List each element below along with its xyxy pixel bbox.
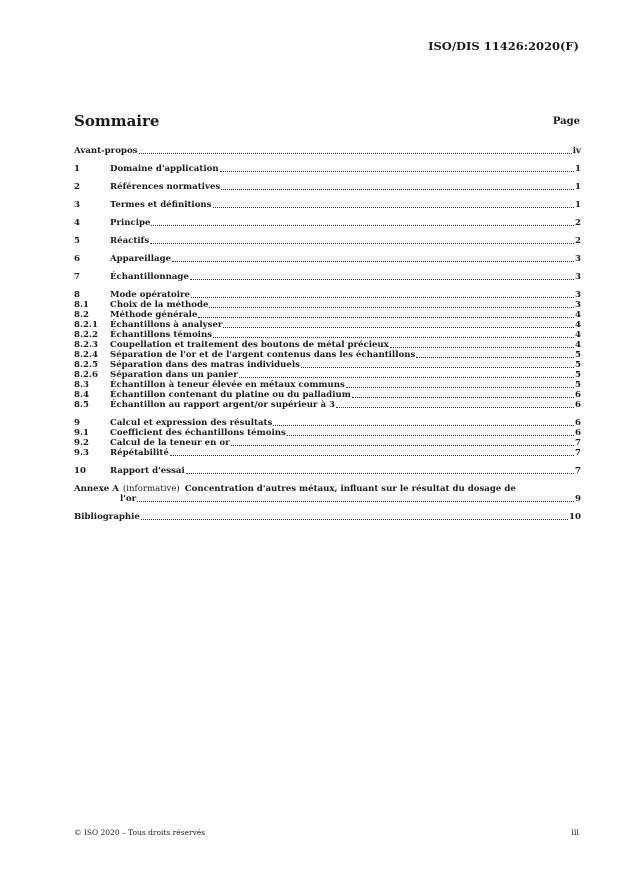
toc-entry-page: 7 — [575, 466, 581, 476]
toc-entry-4[interactable] — [74, 218, 581, 228]
leader-dots — [139, 152, 572, 154]
toc-entry-8-2-3[interactable] — [74, 340, 581, 350]
toc-entry-9-3[interactable] — [74, 448, 581, 458]
toc-entry-9-2[interactable] — [74, 438, 581, 448]
toc-entry-text: Principe — [110, 218, 151, 228]
annex-type: (informative) — [122, 484, 180, 494]
leader-dots — [223, 326, 574, 328]
toc-entry-text: Termes et définitions — [110, 200, 212, 210]
toc-entry-number: 9.2 — [74, 438, 89, 448]
toc-entry-page: iv — [572, 146, 581, 156]
toc-entry-8-1[interactable] — [74, 300, 581, 310]
leader-dots — [172, 260, 574, 262]
leader-dots — [190, 278, 574, 280]
toc-entry-number: 9 — [74, 418, 80, 428]
toc-entry-8-2-5[interactable] — [74, 360, 581, 370]
toc-entry-text: Domaine d'application — [110, 164, 219, 174]
toc-entry-page: 3 — [575, 272, 581, 282]
bibliography-text: Bibliographie — [74, 512, 140, 522]
toc-entry-text: Coupellation et traitement des boutons de métal précieux — [110, 340, 389, 350]
leader-dots — [416, 356, 574, 358]
table-of-contents — [74, 146, 581, 522]
annex-label: Annexe A — [74, 484, 119, 494]
leader-dots — [209, 306, 574, 308]
toc-entry-number: 10 — [74, 466, 86, 476]
annex-title-line2: l'or — [120, 494, 137, 504]
toc-entry-text: Calcul de la teneur en or — [110, 438, 230, 448]
toc-entry-page: 5 — [575, 360, 581, 370]
toc-entry-number: 8.5 — [74, 400, 89, 410]
leader-dots — [198, 316, 574, 318]
toc-entry-number: 8.2 — [74, 310, 89, 320]
toc-entry-page: 4 — [575, 340, 581, 350]
toc-entry-number: 8.3 — [74, 380, 89, 390]
leader-dots — [191, 296, 574, 298]
leader-dots — [390, 346, 574, 348]
toc-entry-number: 4 — [74, 218, 80, 228]
toc-entry-page: 1 — [575, 182, 581, 192]
toc-entry-page: 2 — [575, 218, 581, 228]
toc-entry-number: 6 — [74, 254, 80, 264]
toc-entry-7[interactable] — [74, 272, 581, 282]
toc-entry-number: 8 — [74, 290, 80, 300]
toc-entry-8[interactable] — [74, 290, 581, 300]
page-number-footer: iii — [571, 828, 579, 837]
toc-entry-number: 1 — [74, 164, 80, 174]
toc-entry-9-1[interactable] — [74, 428, 581, 438]
toc-entry-8-2-2[interactable] — [74, 330, 581, 340]
toc-entry-text: Échantillons témoins — [110, 330, 213, 340]
toc-entry-text: Séparation dans des matras individuels — [110, 360, 300, 370]
toc-entry-5[interactable] — [74, 236, 581, 246]
toc-entry-number: 8.4 — [74, 390, 89, 400]
leader-dots — [231, 444, 574, 446]
leader-dots — [220, 170, 574, 172]
toc-entry-page: 6 — [575, 400, 581, 410]
leader-dots — [213, 336, 574, 338]
leader-dots — [336, 406, 574, 408]
toc-entry-8-2-1[interactable] — [74, 320, 581, 330]
copyright-footer: © ISO 2020 – Tous droits réservés — [74, 828, 206, 837]
toc-entry-text: Réactifs — [110, 236, 150, 246]
toc-entry-2[interactable] — [74, 182, 581, 192]
leader-dots — [239, 376, 574, 378]
toc-entry-text: Références normatives — [110, 182, 221, 192]
toc-entry-number: 8.1 — [74, 300, 89, 310]
toc-entry-number: 8.2.4 — [74, 350, 98, 360]
toc-entry-page: 5 — [575, 370, 581, 380]
toc-entry-text: Coefficient des échantillons témoins — [110, 428, 286, 438]
leader-dots — [221, 188, 574, 190]
toc-entry-page: 1 — [575, 200, 581, 210]
toc-entry-page: 4 — [575, 310, 581, 320]
toc-entry-annex-a[interactable] — [74, 484, 581, 504]
toc-entry-text: Échantillon au rapport argent/or supérieur à 3 — [110, 400, 336, 410]
toc-entry-page: 3 — [575, 300, 581, 310]
toc-entry-6[interactable] — [74, 254, 581, 264]
toc-entry-number: 9.1 — [74, 428, 89, 438]
toc-page-label: Page — [552, 116, 580, 127]
leader-dots — [141, 518, 568, 520]
toc-entry-text: Méthode générale — [110, 310, 198, 320]
toc-entry-page: 3 — [575, 290, 581, 300]
leader-dots — [151, 224, 574, 226]
toc-entry-text: Répétabilité — [110, 448, 169, 458]
toc-entry-8-2-4[interactable] — [74, 350, 581, 360]
toc-entry-page: 7 — [575, 448, 581, 458]
toc-entry-page: 1 — [575, 164, 581, 174]
toc-entry-number: 8.2.3 — [74, 340, 98, 350]
leader-dots — [346, 386, 574, 388]
leader-dots — [213, 206, 575, 208]
toc-entry-3[interactable] — [74, 200, 581, 210]
doc-code-header: ISO/DIS 11426:2020(F) — [428, 39, 579, 53]
leader-dots — [137, 500, 574, 502]
toc-entry-10[interactable] — [74, 466, 581, 476]
toc-entry-number: 8.2.2 — [74, 330, 98, 340]
toc-entry-bibliographie[interactable] — [74, 512, 581, 522]
toc-entry-page: 6 — [575, 390, 581, 400]
toc-entry-avant-propos[interactable] — [74, 146, 581, 156]
toc-entry-number: 8.2.6 — [74, 370, 98, 380]
toc-entry-page: 2 — [575, 236, 581, 246]
toc-entry-8-2-6[interactable] — [74, 370, 581, 380]
toc-entry-9[interactable] — [74, 418, 581, 428]
toc-entry-page: 5 — [575, 350, 581, 360]
toc-entry-8-4[interactable] — [74, 390, 581, 400]
bibliography-page: 10 — [569, 512, 581, 522]
leader-dots — [287, 434, 574, 436]
leader-dots — [273, 424, 574, 426]
toc-entry-text: Échantillonnage — [110, 272, 189, 282]
toc-entry-8-5[interactable] — [74, 400, 581, 410]
toc-entry-text: Séparation dans un panier — [110, 370, 238, 380]
toc-entry-text: Calcul et expression des résultats — [110, 418, 273, 428]
toc-entry-number: 2 — [74, 182, 80, 192]
toc-entry-page: 6 — [575, 428, 581, 438]
toc-entry-text: Mode opératoire — [110, 290, 190, 300]
toc-entry-page: 3 — [575, 254, 581, 264]
toc-entry-text: Séparation de l'or et de l'argent contenus dans les échantillons — [110, 350, 416, 360]
toc-entry-text: Choix de la méthode — [110, 300, 209, 310]
toc-entry-text: Échantillons à analyser — [110, 320, 223, 330]
leader-dots — [352, 396, 574, 398]
toc-entry-page: 4 — [575, 320, 581, 330]
toc-title: Sommaire — [74, 112, 160, 130]
toc-entry-page: 7 — [575, 438, 581, 448]
toc-entry-text: Échantillon à teneur élevée en métaux communs — [110, 380, 345, 390]
annex-page: 9 — [575, 494, 581, 504]
toc-entry-8-2[interactable] — [74, 310, 581, 320]
leader-dots — [301, 366, 574, 368]
toc-entry-number: 7 — [74, 272, 80, 282]
toc-entry-text: Rapport d'essai — [110, 466, 185, 476]
toc-entry-1[interactable] — [74, 164, 581, 174]
toc-entry-page: 4 — [575, 330, 581, 340]
toc-entry-page: 5 — [575, 380, 581, 390]
toc-entry-text: Avant-propos — [74, 146, 138, 156]
toc-entry-number: 9.3 — [74, 448, 89, 458]
toc-entry-8-3[interactable] — [74, 380, 581, 390]
toc-entry-text: Échantillon contenant du platine ou du palladium — [110, 390, 351, 400]
toc-entry-text: Appareillage — [110, 254, 172, 264]
toc-entry-number: 5 — [74, 236, 80, 246]
toc-entry-number: 8.2.1 — [74, 320, 98, 330]
toc-entry-page: 6 — [575, 418, 581, 428]
toc-entry-number: 3 — [74, 200, 80, 210]
leader-dots — [186, 472, 574, 474]
leader-dots — [150, 242, 574, 244]
leader-dots — [170, 454, 574, 456]
annex-title-line1: Concentration d'autres métaux, influant sur le résultat du dosage de — [184, 484, 516, 494]
toc-entry-number: 8.2.5 — [74, 360, 98, 370]
